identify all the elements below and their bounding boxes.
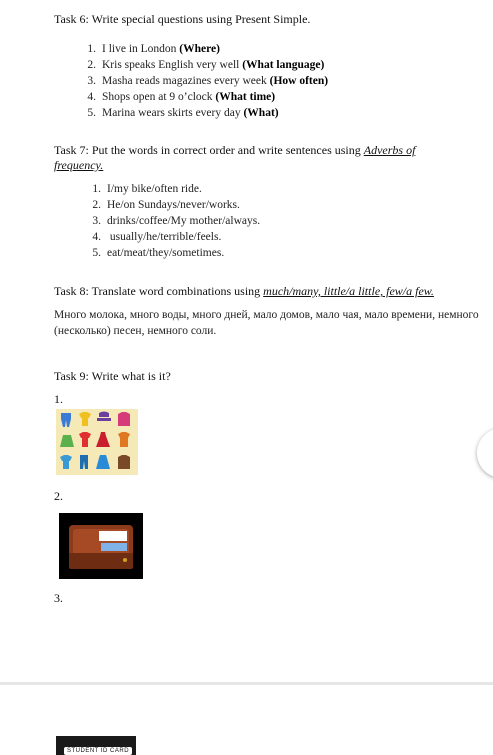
list-item: 2. Kris speaks English very well (What language) (87, 59, 325, 71)
item-number: 2. (54, 489, 63, 503)
list-item: 1. I live in London (Where) (87, 43, 220, 55)
wallet-image (59, 513, 143, 579)
clothes-icon (56, 409, 138, 475)
list-item: 3. Masha reads magazines every week (How often) (87, 75, 329, 87)
list-item: 3. drinks/coffee/My mother/always. (92, 215, 261, 227)
card-label: STUDENT ID CARD (64, 747, 132, 755)
task7-title: Task 7: Put the words in correct order and write sentences using Adverbs of frequency. (54, 143, 416, 172)
much-many-link: much/many, little/a little, few/a few. (263, 284, 434, 298)
list-item: 4. usually/he/terrible/feels. (92, 231, 222, 243)
list-item: 4. Shops open at 9 o’clock (What time) (87, 91, 276, 103)
task6-list (80, 41, 328, 121)
clothes-image (56, 409, 138, 475)
list-item: 1. I/my bike/often ride. (92, 183, 202, 195)
adverbs-link: Adverbs of frequency. (54, 143, 416, 172)
task8-title: Task 8: Translate word combinations using much/many, little/a little, few/a few. (54, 284, 434, 298)
id-card-image (56, 736, 136, 755)
item-number: 3. (54, 591, 63, 605)
list-item: 2. He/on Sundays/never/works. (92, 199, 240, 211)
task9-title: Task 9: Write what is it? (54, 369, 171, 383)
item-number: 1. (54, 392, 63, 406)
task8-text: Много молока, много воды, много дней, мало домов, мало чая, мало времени, немного (несколько) песен, немного соли. (54, 309, 479, 337)
task6-title: Task 6: Write special questions using Present Simple. (54, 12, 311, 26)
wallet-icon (59, 513, 143, 579)
task7-list (85, 181, 260, 261)
list-item: 5. eat/meat/they/sometimes. (92, 247, 225, 259)
list-item: 5. Marina wears skirts every day (What) (87, 107, 279, 119)
